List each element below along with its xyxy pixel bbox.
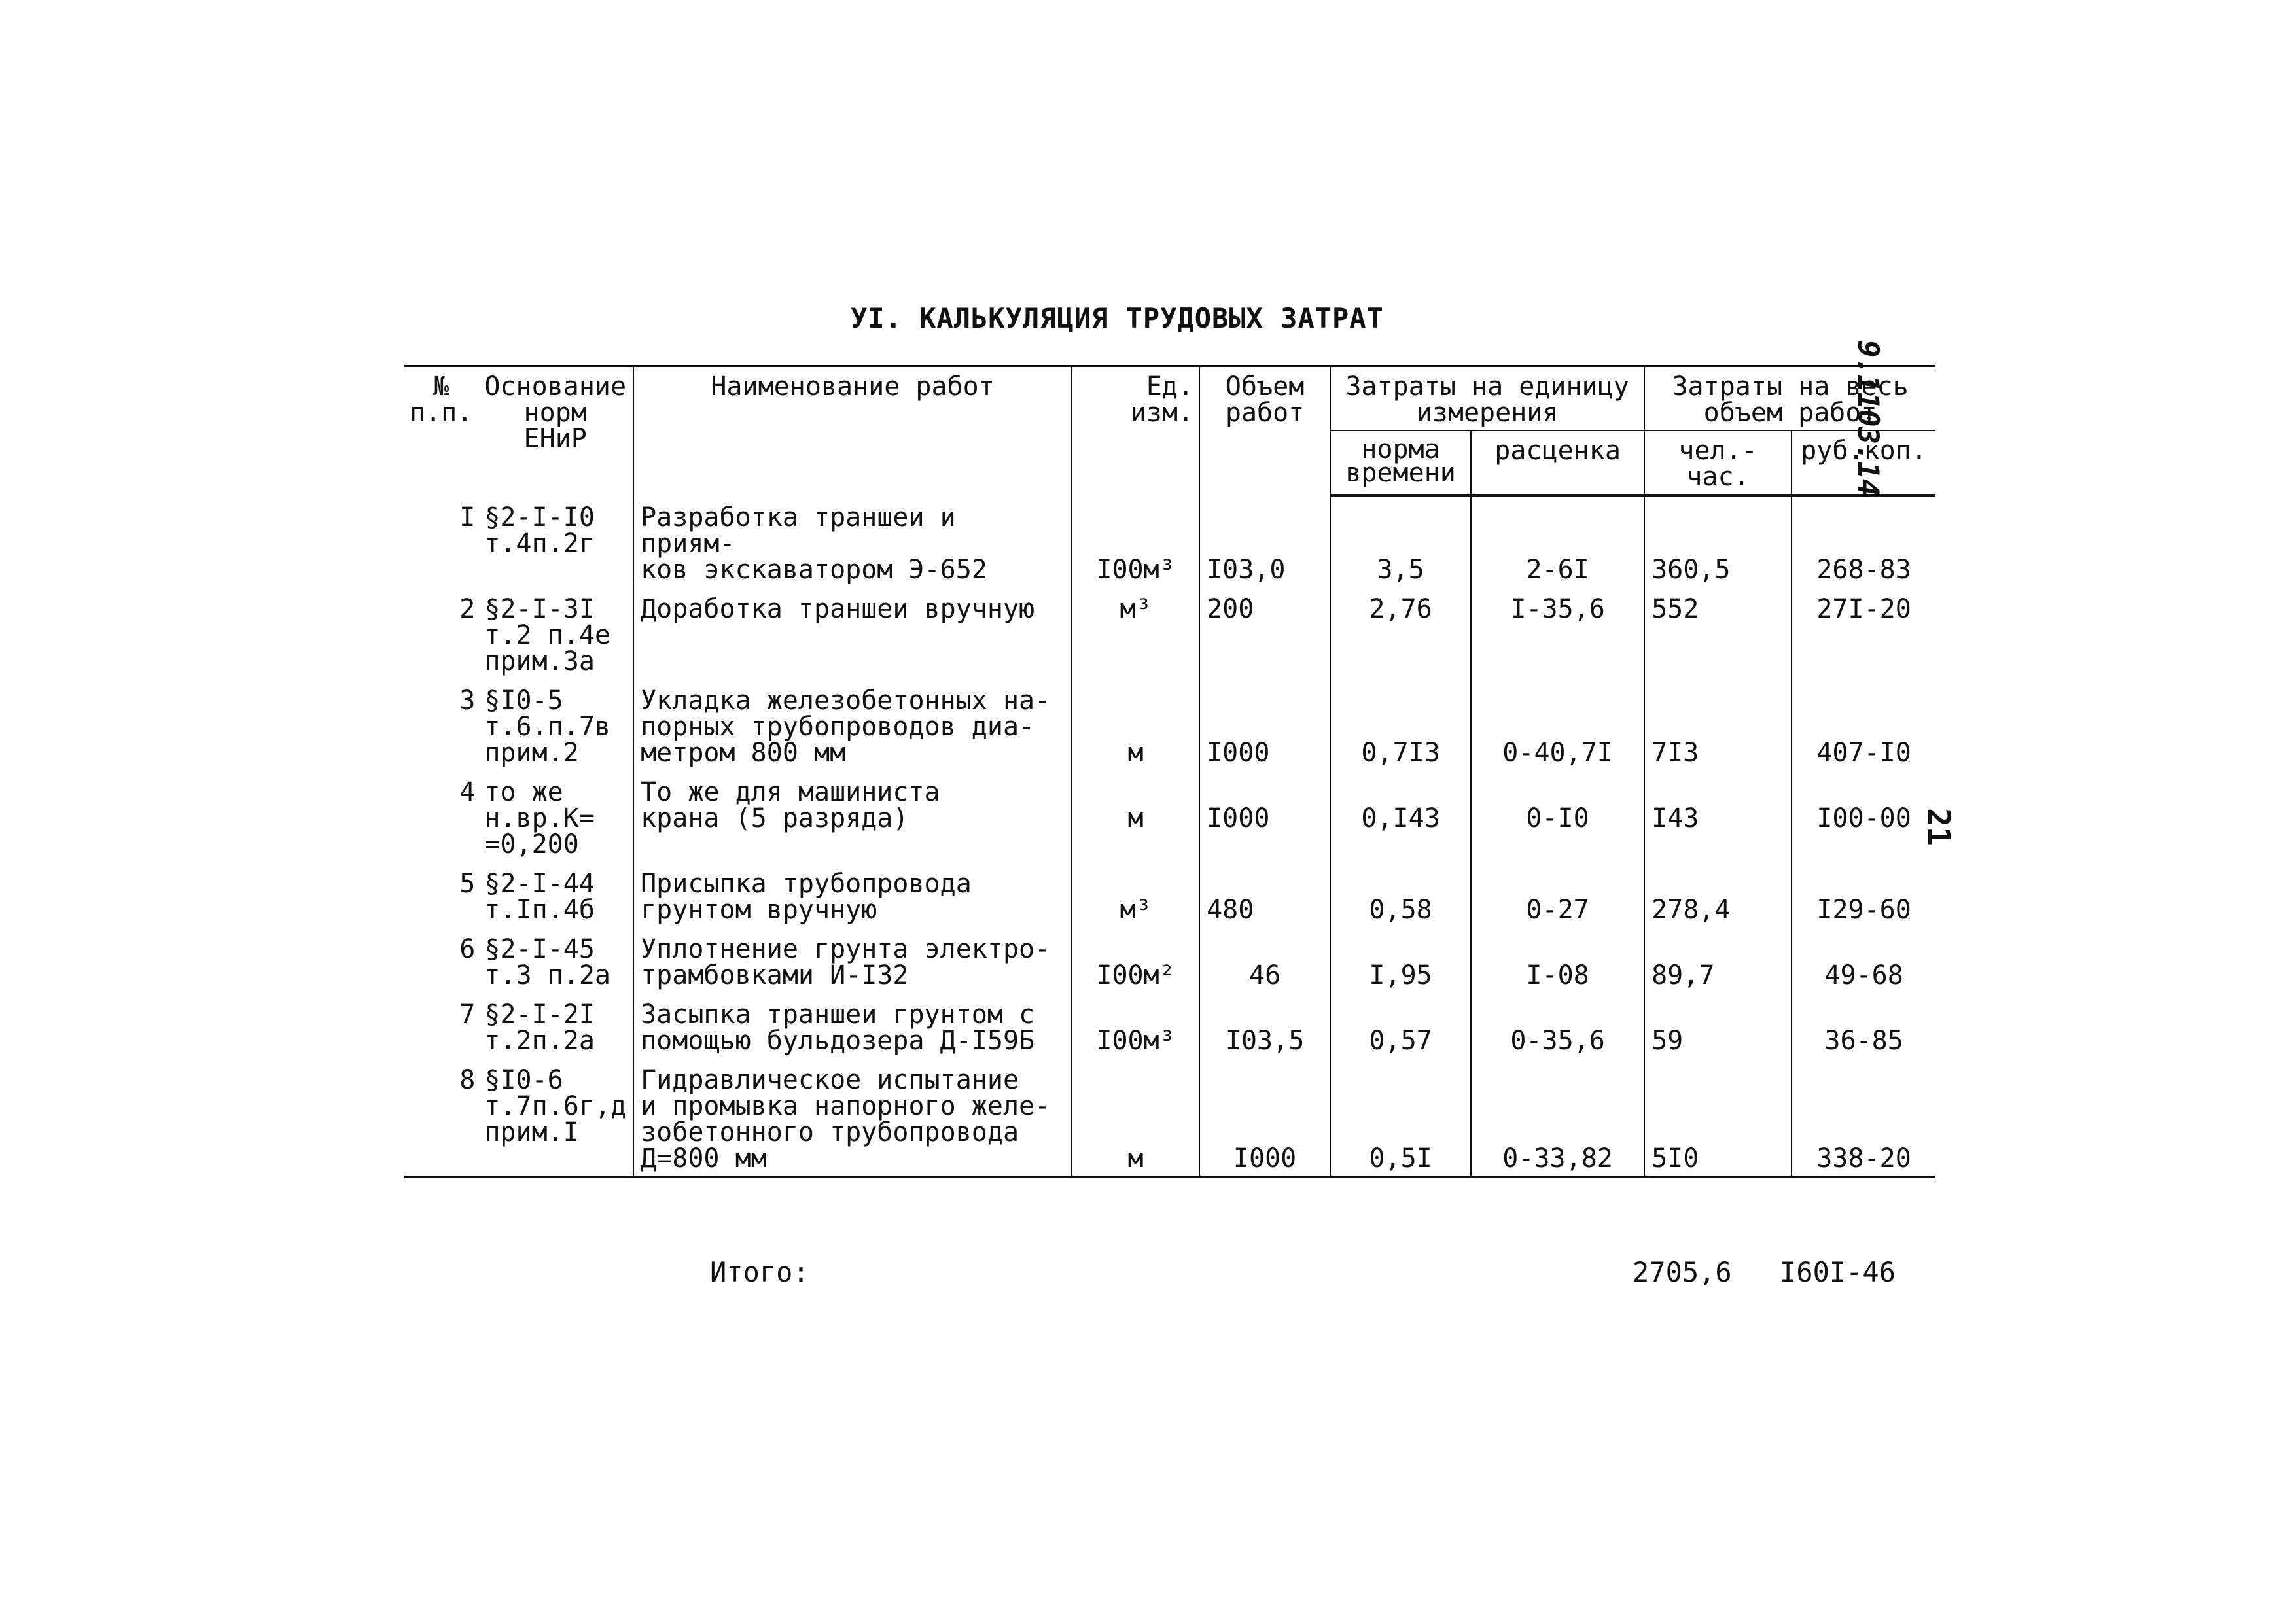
row-basis: §2-I-45 т.3 п.2а	[484, 934, 610, 990]
row-volume: 200	[1199, 587, 1330, 678]
header-num: № п.п.	[404, 366, 478, 496]
row-cost: 27I-20	[1792, 587, 1935, 678]
row-name: Присыпка трубопровода грунтом вручную	[633, 862, 1072, 927]
header-norm-time: норма времени	[1330, 430, 1471, 495]
table-row	[404, 992, 1935, 1058]
row-basis: §2-I-44 т.Iп.4б	[484, 869, 595, 925]
row-cost: 36-85	[1792, 992, 1935, 1058]
row-rate: I-08	[1471, 927, 1644, 992]
row-norm: 0,57	[1330, 992, 1471, 1058]
header-per-unit: Затраты на единицу измерения	[1330, 366, 1644, 431]
row-rate: 0-27	[1471, 862, 1644, 927]
row-num: 7	[459, 1000, 476, 1030]
row-unit: I00м²	[1072, 927, 1199, 992]
row-num: 8	[404, 1058, 478, 1177]
row-norm: I,95	[1330, 927, 1471, 992]
row-basis: §2-I-2I т.2п.2а	[484, 1000, 595, 1056]
row-basis: §2-I-I0 т.4п.2г	[484, 502, 595, 559]
total-cost: I60I-46	[1780, 1256, 1896, 1288]
row-unit: м	[1072, 1058, 1199, 1177]
row-name: Укладка железобетонных на- порных трубопроводов диа- метром 800 мм	[633, 678, 1072, 770]
row-norm: 2,76	[1330, 587, 1471, 678]
row-num: 2	[459, 594, 476, 624]
row-rate: 0-I0	[1471, 770, 1644, 862]
row-num: 4	[459, 777, 476, 807]
row-norm: 0,58	[1330, 862, 1471, 927]
row-cost: 407-I0	[1792, 678, 1935, 770]
row-num: 5	[459, 869, 476, 899]
header-per-total: Затраты на весь объем работ	[1644, 366, 1935, 431]
row-volume: I03,0	[1199, 495, 1330, 587]
row-basis: §2-I-3I т.2 п.4е прим.3а	[484, 594, 610, 676]
table-row	[404, 678, 1935, 770]
row-rate: 0-33,82	[1471, 1058, 1644, 1177]
row-hours: 7I3	[1644, 678, 1792, 770]
row-num: 3	[459, 686, 476, 716]
table-row	[404, 770, 1935, 862]
row-name: Гидравлическое испытание и промывка напорного желе- зобетонного трубопровода Д=800 мм	[633, 1058, 1072, 1177]
row-name: Засыпка траншеи грунтом с помощью бульдозера Д-I59Б	[633, 992, 1072, 1058]
row-basis: то же н.вр.К= =0,200	[484, 777, 595, 860]
row-rate: 0-35,6	[1471, 992, 1644, 1058]
header-volume: Объем работ	[1199, 366, 1330, 496]
row-hours: 89,7	[1644, 927, 1792, 992]
header-unit: Ед. изм.	[1072, 366, 1199, 496]
row-hours: 360,5	[1644, 495, 1792, 587]
row-num: 6	[459, 934, 476, 964]
row-norm: 0,7I3	[1330, 678, 1471, 770]
header-basis: Основание норм ЕНиР	[478, 366, 633, 496]
header-rate: расценка	[1471, 430, 1644, 495]
row-cost: 338-20	[1792, 1058, 1935, 1177]
row-unit: м³	[1072, 862, 1199, 927]
header-rub: руб.коп.	[1792, 430, 1935, 495]
row-hours: I43	[1644, 770, 1792, 862]
row-volume: I000	[1199, 1058, 1330, 1177]
row-volume: I000	[1199, 678, 1330, 770]
table-row	[404, 862, 1935, 927]
row-cost: I00-00	[1792, 770, 1935, 862]
row-cost: 49-68	[1792, 927, 1935, 992]
row-hours: 5I0	[1644, 1058, 1792, 1177]
row-name: Разработка траншеи и приям- ков экскаватором Э-652	[633, 495, 1072, 587]
row-name: Уплотнение грунта электро- трамбовками И-I32	[633, 927, 1072, 992]
row-hours: 552	[1644, 587, 1792, 678]
total-label: Итого:	[710, 1256, 809, 1288]
header-name: Наименование работ	[633, 366, 1072, 496]
row-unit: м³	[1072, 587, 1199, 678]
table-row	[404, 587, 1935, 678]
row-basis: §I0-5 т.6.п.7в прим.2	[484, 686, 610, 768]
row-hours: 278,4	[1644, 862, 1792, 927]
table-row	[404, 495, 1935, 587]
row-rate: I-35,6	[1471, 587, 1644, 678]
row-basis: §I0-6 т.7п.6г,д прим.I	[478, 1058, 633, 1177]
header-row-top	[404, 366, 1935, 431]
row-norm: 3,5	[1330, 495, 1471, 587]
row-volume: I000	[1199, 770, 1330, 862]
row-unit: м	[1072, 770, 1199, 862]
row-num: I	[459, 502, 476, 532]
row-volume: 46	[1199, 927, 1330, 992]
row-norm: 0,5I	[1330, 1058, 1471, 1177]
row-volume: 480	[1199, 862, 1330, 927]
row-unit: м	[1072, 678, 1199, 770]
row-norm: 0,I43	[1330, 770, 1471, 862]
row-cost: I29-60	[1792, 862, 1935, 927]
row-name: Доработка траншеи вручную	[633, 587, 1072, 678]
row-unit: I00м³	[1072, 992, 1199, 1058]
row-unit: I00м³	[1072, 495, 1199, 587]
labor-cost-table	[404, 365, 1935, 1178]
row-cost: 268-83	[1792, 495, 1935, 587]
row-hours: 59	[1644, 992, 1792, 1058]
side-document-code: 9.1103.14	[1851, 340, 1884, 497]
row-name: То же для машиниста крана (5 разряда)	[633, 770, 1072, 862]
row-volume: I03,5	[1199, 992, 1330, 1058]
row-rate: 0-40,7I	[1471, 678, 1644, 770]
header-man-hours: чел.-час.	[1644, 430, 1792, 495]
document-title: УI. КАЛЬКУЛЯЦИЯ ТРУДОВЫХ ЗАТРАТ	[851, 302, 1384, 334]
row-rate: 2-6I	[1471, 495, 1644, 587]
page-number: 21	[1920, 808, 1956, 846]
total-man-hours: 2705,6	[1633, 1256, 1732, 1288]
table-row	[404, 927, 1935, 992]
table-row	[404, 1058, 1935, 1177]
